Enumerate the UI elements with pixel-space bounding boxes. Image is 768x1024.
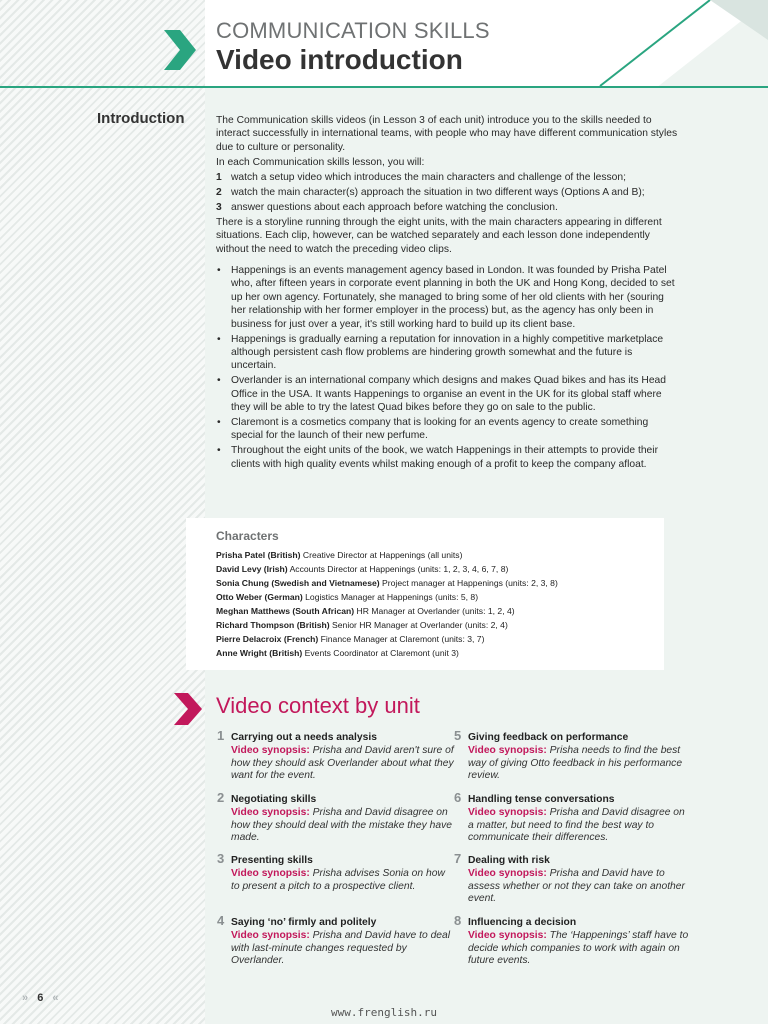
character-row: [216, 632, 558, 646]
step-text: watch a setup video which introduces the main characters and challenge of the lesson;: [231, 172, 626, 184]
unit-entry: [217, 913, 456, 968]
characters-box: [186, 518, 664, 670]
step-text: answer questions about each approach before watching the conclusion.: [231, 201, 558, 213]
character-row: [216, 618, 558, 632]
character-row: [216, 646, 558, 660]
step-number: 2: [216, 187, 222, 199]
step-number: 3: [216, 201, 222, 213]
unit-number: 5: [454, 728, 462, 743]
synopsis-text: Prisha advises Sonia on how to present a pitch to a prospective client.: [231, 867, 445, 892]
unit-heading: Negotiating skills: [231, 794, 317, 805]
synopsis-text: Prisha needs to find the best way of giving Otto feedback in his performance review.: [468, 744, 683, 782]
synopsis-label: Video synopsis:: [468, 806, 547, 818]
unit-entry: [217, 728, 456, 783]
bullet-text: Claremont is a cosmetics company that is looking for an events agency to create something special for the launch of their new perfume.: [231, 417, 649, 442]
unit-number: 2: [217, 790, 225, 805]
unit-entry: [454, 728, 693, 783]
bullet-text: Throughout the eight units of the book, we watch Happenings in their attempts to provide their clients with high quality events whilst making enough of a profit to keep the company afloat.: [231, 445, 659, 470]
list-item: • Throughout the eight units of the book, we watch Happenings in their attempts to provide their clients with high quality events whilst making enough of a profit to keep the company afloat.: [217, 445, 659, 470]
unit-heading: Giving feedback on performance: [468, 732, 629, 743]
header-corner-decoration: [560, 0, 768, 88]
character-name: Anne Wright (British): [216, 648, 303, 658]
unit-entry: [454, 790, 693, 845]
character-row: [216, 576, 558, 590]
character-name: David Levy (Irish): [216, 564, 288, 574]
character-role: Project manager at Happenings (units: 2, 3, 8): [382, 578, 558, 588]
video-context-heading: Video context by unit: [216, 693, 420, 718]
unit-number: 7: [454, 851, 462, 866]
character-name: Richard Thompson (British): [216, 620, 330, 630]
synopsis-label: Video synopsis:: [468, 867, 547, 879]
character-role: Accounts Director at Happenings (units: 1, 2, 3, 4, 6, 7, 8): [289, 564, 509, 574]
step-text: watch the main character(s) approach the situation in two different ways (Options A and B);: [231, 187, 645, 199]
synopsis-label: Video synopsis:: [231, 806, 310, 818]
synopsis-label: Video synopsis:: [468, 929, 547, 941]
list-item: [216, 186, 680, 199]
synopsis-text: Prisha and David disagree on how they should deal with the mistake they have made.: [231, 806, 452, 844]
footer-url: www.frenglish.ru: [331, 1006, 437, 1019]
character-role: Senior HR Manager at Overlander (units: 2, 4): [332, 620, 508, 630]
synopsis-text: The ‘Happenings’ staff have to decide which companies to work with again on future events.: [468, 929, 689, 967]
character-row: [216, 604, 558, 618]
list-item: [216, 201, 680, 214]
list-item: • Happenings is an events management agency based in London. It was founded by Prisha Patel who, after fifteen years in corporate event planning in both the UK and Hong Kong, decided to set up her own agency. Fortunately, she managed to bring some of her old clients with her (souring her relationship with her former employer in the process) but, as the agency has only been in business for just over a year, it's still working hard to build up its client base.: [217, 265, 675, 330]
section-kicker: COMMUNICATION SKILLS: [216, 18, 490, 43]
double-chevron-left-icon: «: [52, 992, 59, 1004]
unit-number: 1: [217, 728, 225, 743]
synopsis-text: Prisha and David have to assess whether or not they can take on another event.: [468, 867, 685, 905]
page-number: 6: [37, 992, 44, 1004]
list-item: • Happenings is gradually earning a reputation for innovation in a highly competitive marketplace although persistent cash flow problems are hindering growth somewhat and the future is uncertain.: [217, 333, 664, 372]
character-name: Meghan Matthews (South African): [216, 606, 355, 616]
unit-entry: [217, 851, 456, 893]
unit-synopsis: [231, 868, 456, 894]
characters-heading: Characters: [216, 529, 279, 543]
synopsis-text: Prisha and David aren't sure of how they should ask Overlander about what they want for the event.: [231, 744, 454, 782]
character-role: Events Coordinator at Claremont (unit 3): [304, 648, 459, 658]
list-item: • Overlander is an international company which designs and makes Quad bikes and has its Head Office in the USA. It wants Happenings to organise an event in the UK for its global staff where they will be able to try the latest Quad bikes before they go on sale to the public.: [217, 375, 667, 414]
character-role: Finance Manager at Claremont (units: 3, 7): [320, 634, 485, 644]
unit-number: 3: [217, 851, 225, 866]
unit-synopsis: [468, 930, 693, 968]
unit-number: 6: [454, 790, 462, 805]
intro-heading: Introduction: [97, 110, 185, 127]
chevron-right-icon: [172, 691, 206, 727]
intro-paragraph: There is a storyline running through the eight units, with the main characters appearing in different situations. Each clip, however, can be watched separately and each lesson done independently without the need to watch the preceding video clips.: [216, 216, 662, 255]
synopsis-label: Video synopsis:: [231, 744, 310, 756]
intro-paragraph: The Communication skills videos (in Lesson 3 of each unit) introduce you to the skills needed to interact successfully in international teams, with people who may have different communication styles due to culture or personality.: [216, 115, 678, 153]
character-role: HR Manager at Overlander (units: 1, 2, 4): [356, 606, 515, 616]
character-name: Sonia Chung (Swedish and Vietnamese): [216, 578, 380, 588]
unit-synopsis: [231, 745, 456, 783]
unit-number: 8: [454, 913, 462, 928]
character-role: Creative Director at Happenings (all units): [302, 550, 463, 560]
character-name: Otto Weber (German): [216, 592, 303, 602]
list-item: • Claremont is a cosmetics company that is looking for an events agency to create something special for the launch of their new perfume.: [217, 417, 649, 442]
unit-synopsis: [231, 807, 456, 845]
unit-heading: Influencing a decision: [468, 917, 577, 928]
chevron-right-icon: [162, 28, 198, 72]
character-role: Logistics Manager at Happenings (units: 5, 8): [305, 592, 479, 602]
unit-entry: [217, 790, 456, 845]
header-divider: [0, 86, 768, 88]
double-chevron-right-icon: »: [22, 992, 29, 1004]
steps-list: [216, 171, 680, 214]
character-name: Pierre Delacroix (French): [216, 634, 319, 644]
unit-heading: Handling tense conversations: [468, 794, 615, 805]
unit-synopsis: [468, 807, 693, 845]
page-number-block: [22, 992, 59, 1004]
intro-paragraph: In each Communication skills lesson, you will:: [216, 157, 425, 169]
intro-body: [216, 114, 680, 473]
unit-heading: Saying ‘no’ firmly and politely: [231, 917, 377, 928]
synopsis-label: Video synopsis:: [231, 867, 310, 879]
bullet-text: Happenings is gradually earning a reputation for innovation in a highly competitive marketplace although persistent cash flow problems are hindering growth somewhat and the future is uncertain.: [231, 333, 664, 372]
list-item: [216, 171, 680, 184]
unit-synopsis: [468, 745, 693, 783]
bullet-text: Happenings is an events management agency based in London. It was founded by Prisha Patel who, after fifteen years in corporate event planning in both the UK and Hong Kong, decided to set up her own agency. Fortunately, she managed to bring some of her old clients with her (souring her relationship with her former employer in the process) but, as the agency has only been in business for just over a year, it's still working hard to build up its client base.: [231, 265, 675, 330]
unit-entry: [454, 913, 693, 968]
step-number: 1: [216, 172, 222, 184]
unit-synopsis: [468, 868, 693, 906]
synopsis-label: Video synopsis:: [231, 929, 310, 941]
synopsis-text: Prisha and David disagree on a matter, but need to find the best way to communicate their differences.: [468, 806, 685, 844]
character-row: [216, 590, 558, 604]
character-name: Prisha Patel (British): [216, 550, 301, 560]
unit-heading: Carrying out a needs analysis: [231, 732, 377, 743]
unit-number: 4: [217, 913, 225, 928]
page-title: Video introduction: [216, 44, 463, 75]
unit-synopsis: [231, 930, 456, 968]
character-row: [216, 562, 558, 576]
unit-heading: Dealing with risk: [468, 855, 550, 866]
character-row: [216, 548, 558, 562]
characters-list: [216, 548, 558, 660]
synopsis-label: Video synopsis:: [468, 744, 547, 756]
unit-entry: [454, 851, 693, 906]
bullet-text: Overlander is an international company which designs and makes Quad bikes and has its Head Office in the USA. It wants Happenings to organise an event in the UK for its global staff where they will be able to try the latest Quad bikes before they go on sale to the public.: [231, 375, 667, 414]
unit-heading: Presenting skills: [231, 855, 313, 866]
bullet-list: [216, 264, 680, 471]
synopsis-text: Prisha and David have to deal with last-minute changes requested by Overlander.: [231, 929, 451, 967]
